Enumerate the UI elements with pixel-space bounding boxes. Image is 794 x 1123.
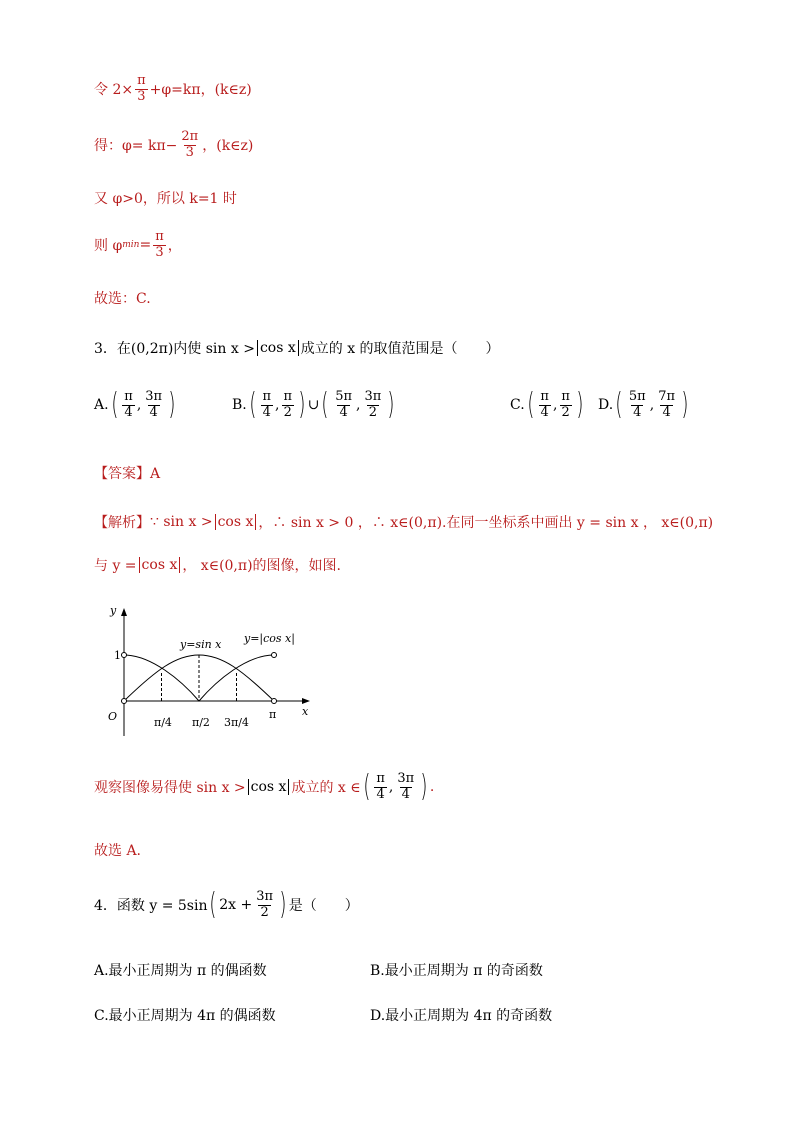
q3-option-a[interactable]: A. ( $\frac{\pi}{4}$ , $\frac{3\pi}{4}$ ): [94, 387, 176, 423]
q3-explanation-1: 【解析】 ∵ sin x > cos x ，∴ sin x > 0 ，∴ x∈(0,π).在同一坐标系中画出 y = sin x ， x∈(0,π): [94, 514, 714, 531]
fraction-pi-over-3: $\frac{\pi}{3}$: [137, 73, 146, 104]
tick-pi: π: [269, 708, 277, 721]
l5: 故选：C.: [94, 291, 151, 307]
y-axis-label: y: [110, 604, 117, 617]
q3-option-b[interactable]: B. ( $\frac{\pi}{4}$ , $\frac{\pi}{2}$ ) ∪ ( $\frac{5\pi}{4}$ , $\frac{3\pi}{2}$ ): [232, 387, 395, 423]
q3-observation: 观察图像易得使 sin x > cos x 成立的 x ∈ ( $\frac{\pi}{4}$ , $\frac{3\pi}{4}$ ) .: [94, 769, 435, 805]
q3-option-c[interactable]: C. ( $\frac{\pi}{4}$ , $\frac{\pi}{2}$ ): [510, 387, 584, 423]
solution-line-2: [94, 130, 253, 161]
fraction-pi-over-3-b: $\frac{\pi}{3}$: [155, 229, 164, 260]
l4-post: ，: [167, 238, 182, 255]
l3: 又 φ>0，所以 k=1 时: [94, 191, 237, 207]
q3-explanation-2: 与 y = cos x ， x∈(0,π)的图像，如图.: [94, 557, 342, 574]
x-axis-label: x: [302, 705, 309, 718]
y-axis-arrow: [121, 608, 127, 616]
point-pi-0: [272, 699, 277, 704]
fraction-2pi-over-3: $\frac{2\pi}{3}$: [181, 129, 199, 160]
solution-line-1: [94, 74, 252, 105]
solution-line-3: [94, 188, 237, 208]
point-pi-1: [272, 653, 277, 658]
tick-3pi-4: 3π/4: [224, 716, 249, 729]
solution-line-4: [94, 230, 182, 261]
q3-option-d[interactable]: D. ( $\frac{5\pi}{4}$ , $\frac{7\pi}{4}$ ): [598, 387, 689, 423]
l1-post: +φ=kπ，(k∈z): [149, 82, 252, 99]
y-one-label: 1: [114, 649, 121, 662]
q4-option-c[interactable]: C.最小正周期为 4π 的偶函数: [94, 1008, 276, 1024]
l2-post: ，(k∈z): [202, 138, 254, 155]
l2-pre: 得：φ= kπ−: [94, 138, 178, 155]
origin-label: O: [108, 710, 118, 723]
tick-pi-2: π/2: [192, 716, 210, 729]
q3-answer: 【答案】A: [94, 466, 161, 482]
sin-abs-cos-graph: [96, 600, 326, 740]
abs-cos-label: y=|cos x|: [244, 632, 295, 645]
l4-sub: min: [122, 240, 140, 251]
sin-label: y=sin x: [180, 638, 222, 651]
q4-option-b[interactable]: B.最小正周期为 π 的奇函数: [370, 963, 543, 979]
q4-option-d[interactable]: D.最小正周期为 4π 的奇函数: [370, 1008, 553, 1024]
q3-choose: 故选 A.: [94, 843, 142, 859]
q3-stem: 3．在(0,2π)内使 sin x > cos x 成立的 x 的取值范围是（ ）: [94, 340, 500, 357]
q4-option-a[interactable]: A.最小正周期为 π 的偶函数: [94, 963, 267, 979]
tick-pi-4: π/4: [154, 716, 172, 729]
l4-mid: =: [139, 237, 152, 254]
l4-pre: 则 φ: [94, 238, 123, 255]
point-origin: [122, 699, 127, 704]
solution-line-5: [94, 288, 151, 308]
point-0-1: [122, 653, 127, 658]
q4-stem: 4．函数 y = 5sin ( 2x + $\frac{3\pi}{2}$ ) 是（ ）: [94, 887, 359, 923]
l1-pre: 令 2×: [94, 82, 134, 99]
x-axis-arrow: [302, 698, 310, 704]
